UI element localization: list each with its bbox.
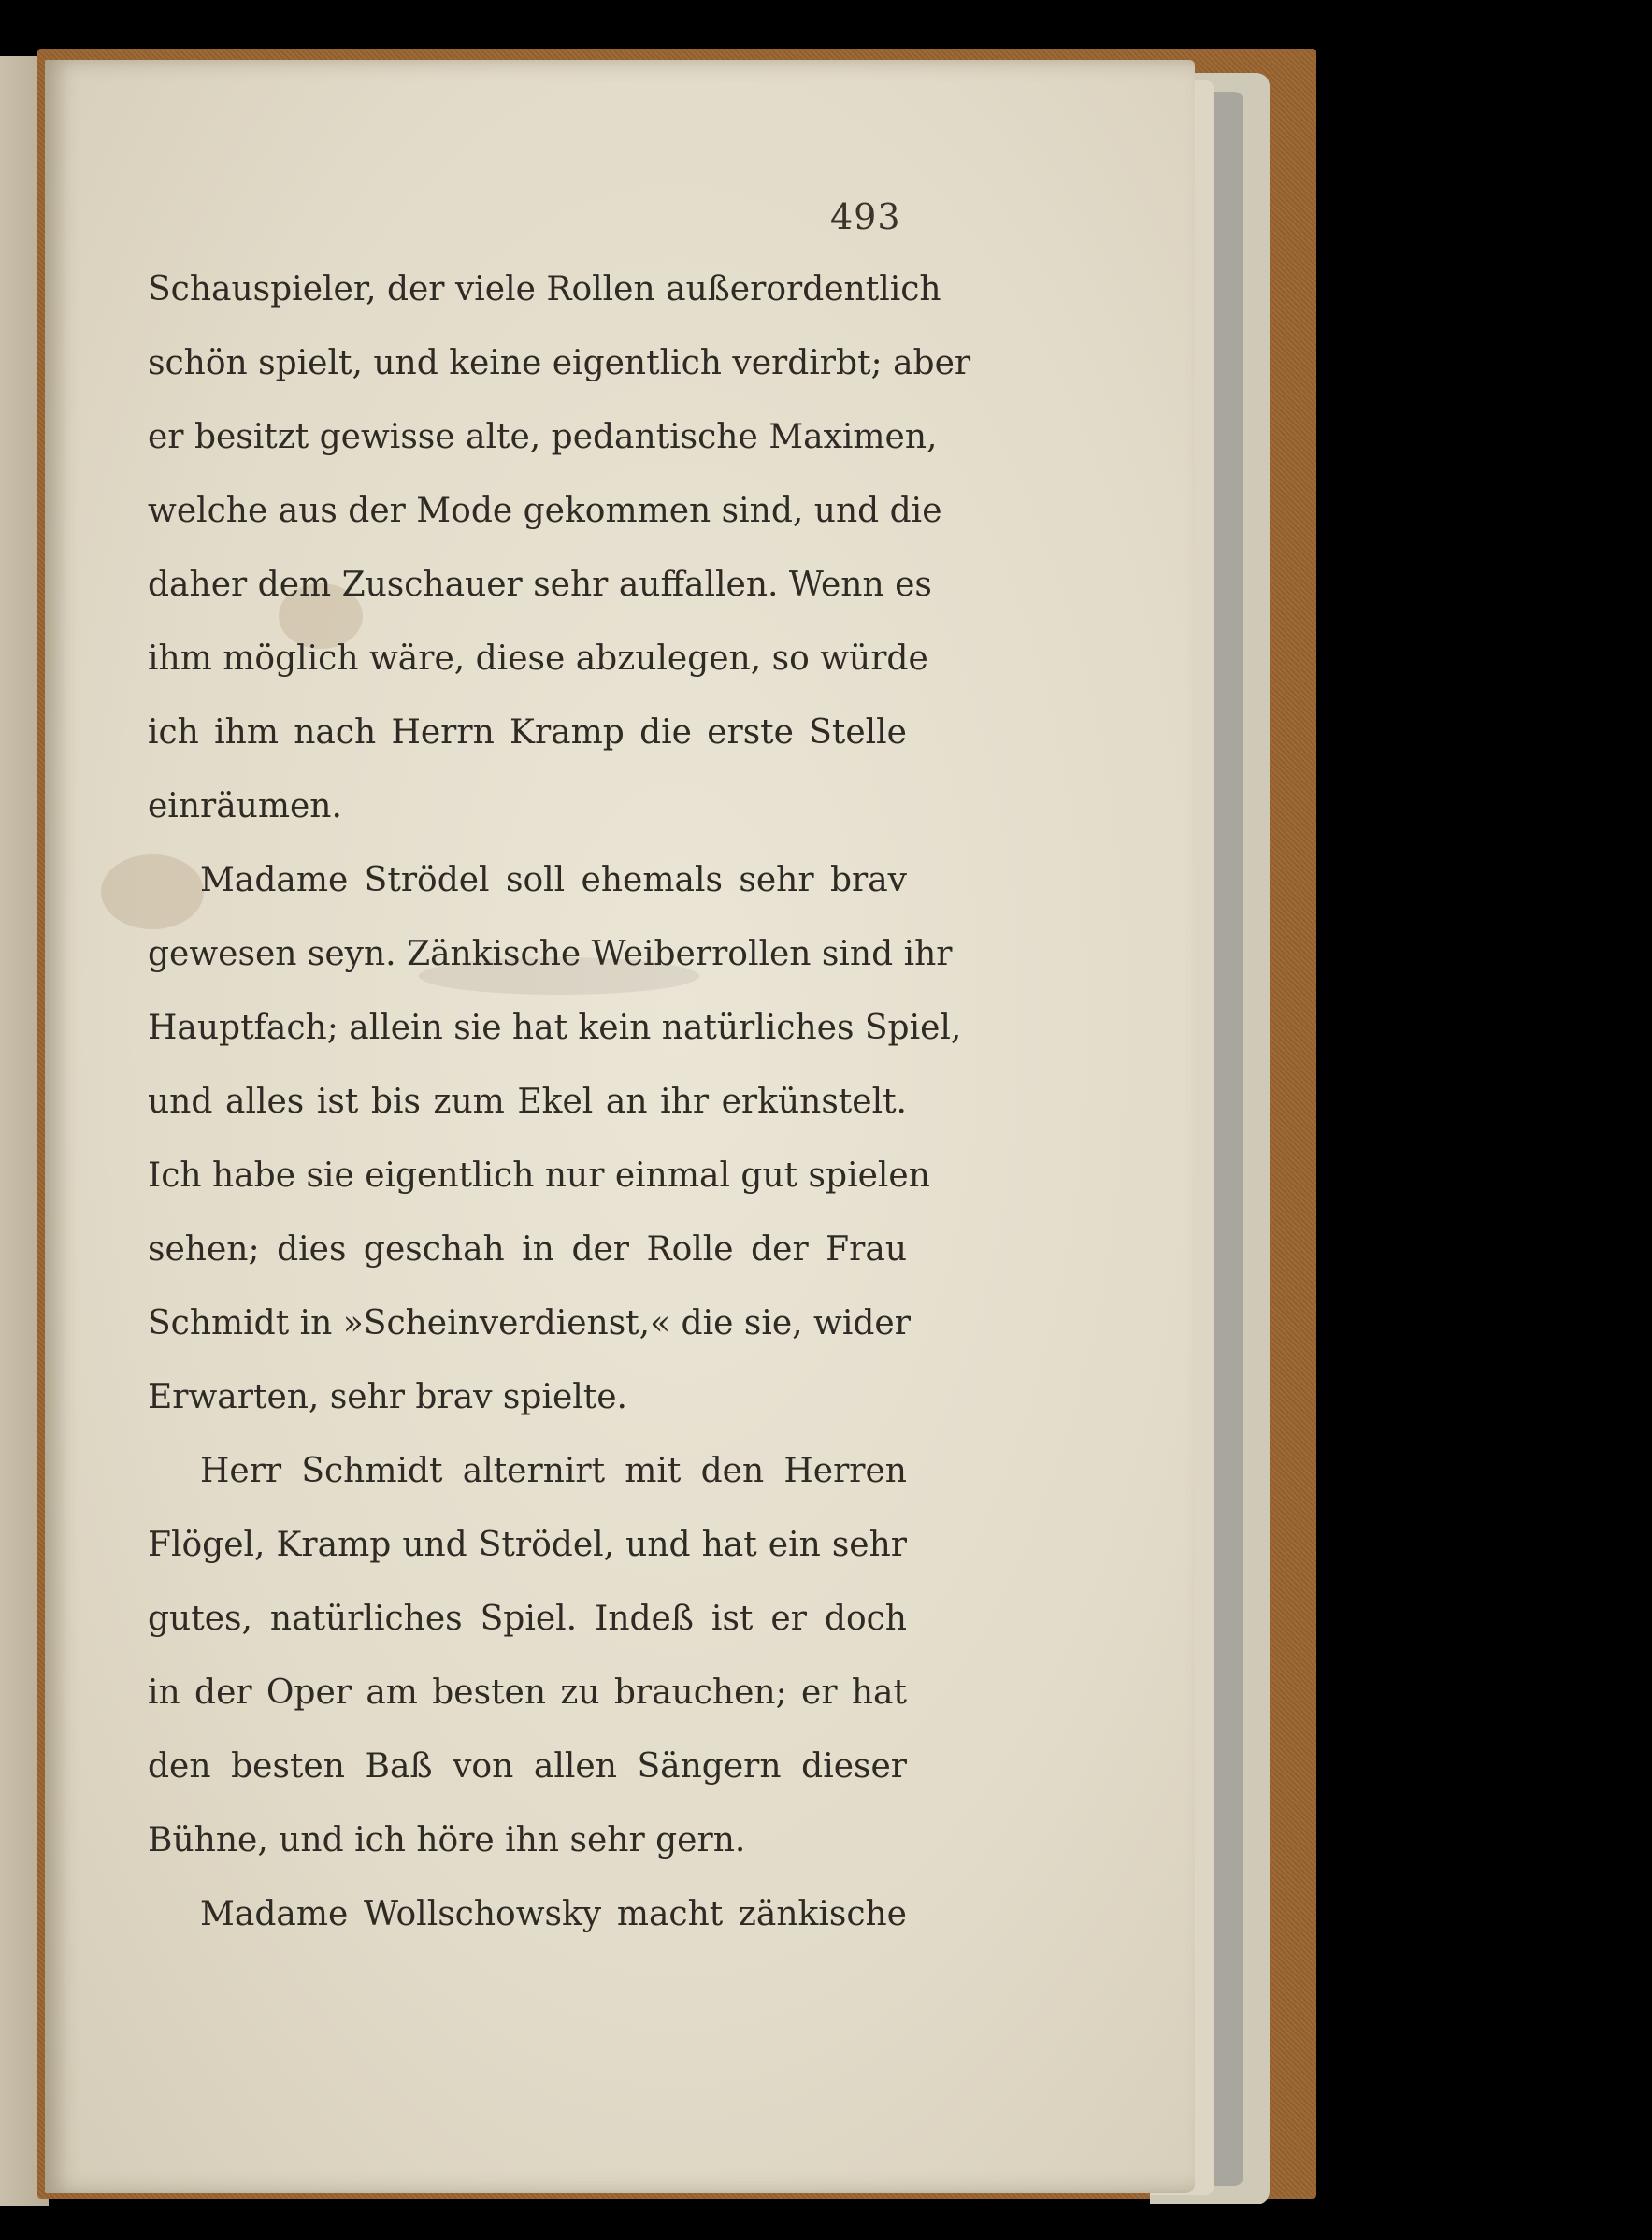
text-line: welche aus der Mode gekommen sind, und die (148, 492, 942, 530)
text-line: gewesen seyn. Zänkische Weiberrollen sind ihr (148, 935, 953, 973)
text-line: ihm möglich wäre, diese abzulegen, so würde (148, 639, 928, 678)
text-line: er besitzt gewisse alte, pedantische Maximen, (148, 418, 938, 456)
text-line: Schauspieler, der viele Rollen außerordentlich (148, 270, 941, 309)
text-line: Flögel, Kramp und Strödel, und hat ein sehr (148, 1526, 907, 1564)
page-number: 493 (830, 196, 901, 237)
text-line: Hauptfach; allein sie hat kein natürliches Spiel, (148, 1009, 962, 1047)
text-line: Bühne, und ich höre ihn sehr gern. (148, 1821, 746, 1859)
text-line: und alles ist bis zum Ekel an ihr erkünstelt. (148, 1083, 907, 1121)
text-line: Ich habe sie eigentlich nur einmal gut spielen (148, 1156, 930, 1195)
text-line: gutes, natürliches Spiel. Indeß ist er doch (148, 1600, 907, 1638)
text-line: Herr Schmidt alternirt mit den Herren (200, 1452, 907, 1490)
page-body-text (148, 252, 971, 1951)
text-line: schön spielt, und keine eigentlich verdirbt; aber (148, 344, 971, 382)
text-line: Madame Strödel soll ehemals sehr brav (200, 861, 907, 899)
text-line: sehen; dies geschah in der Rolle der Frau (148, 1230, 907, 1269)
text-line: den besten Baß von allen Sängern dieser (148, 1747, 907, 1786)
text-line: einräumen. (148, 787, 342, 826)
text-line: Erwarten, sehr brav spielte. (148, 1378, 627, 1416)
text-line: ich ihm nach Herrn Kramp die erste Stelle (148, 713, 907, 752)
text-line: Schmidt in »Scheinverdienst,« die sie, wider (148, 1304, 911, 1343)
text-line: in der Oper am besten zu brauchen; er hat (148, 1673, 907, 1712)
text-line: Madame Wollschowsky macht zänkische (200, 1895, 907, 1933)
text-line: daher dem Zuschauer sehr auffallen. Wenn es (148, 566, 932, 604)
